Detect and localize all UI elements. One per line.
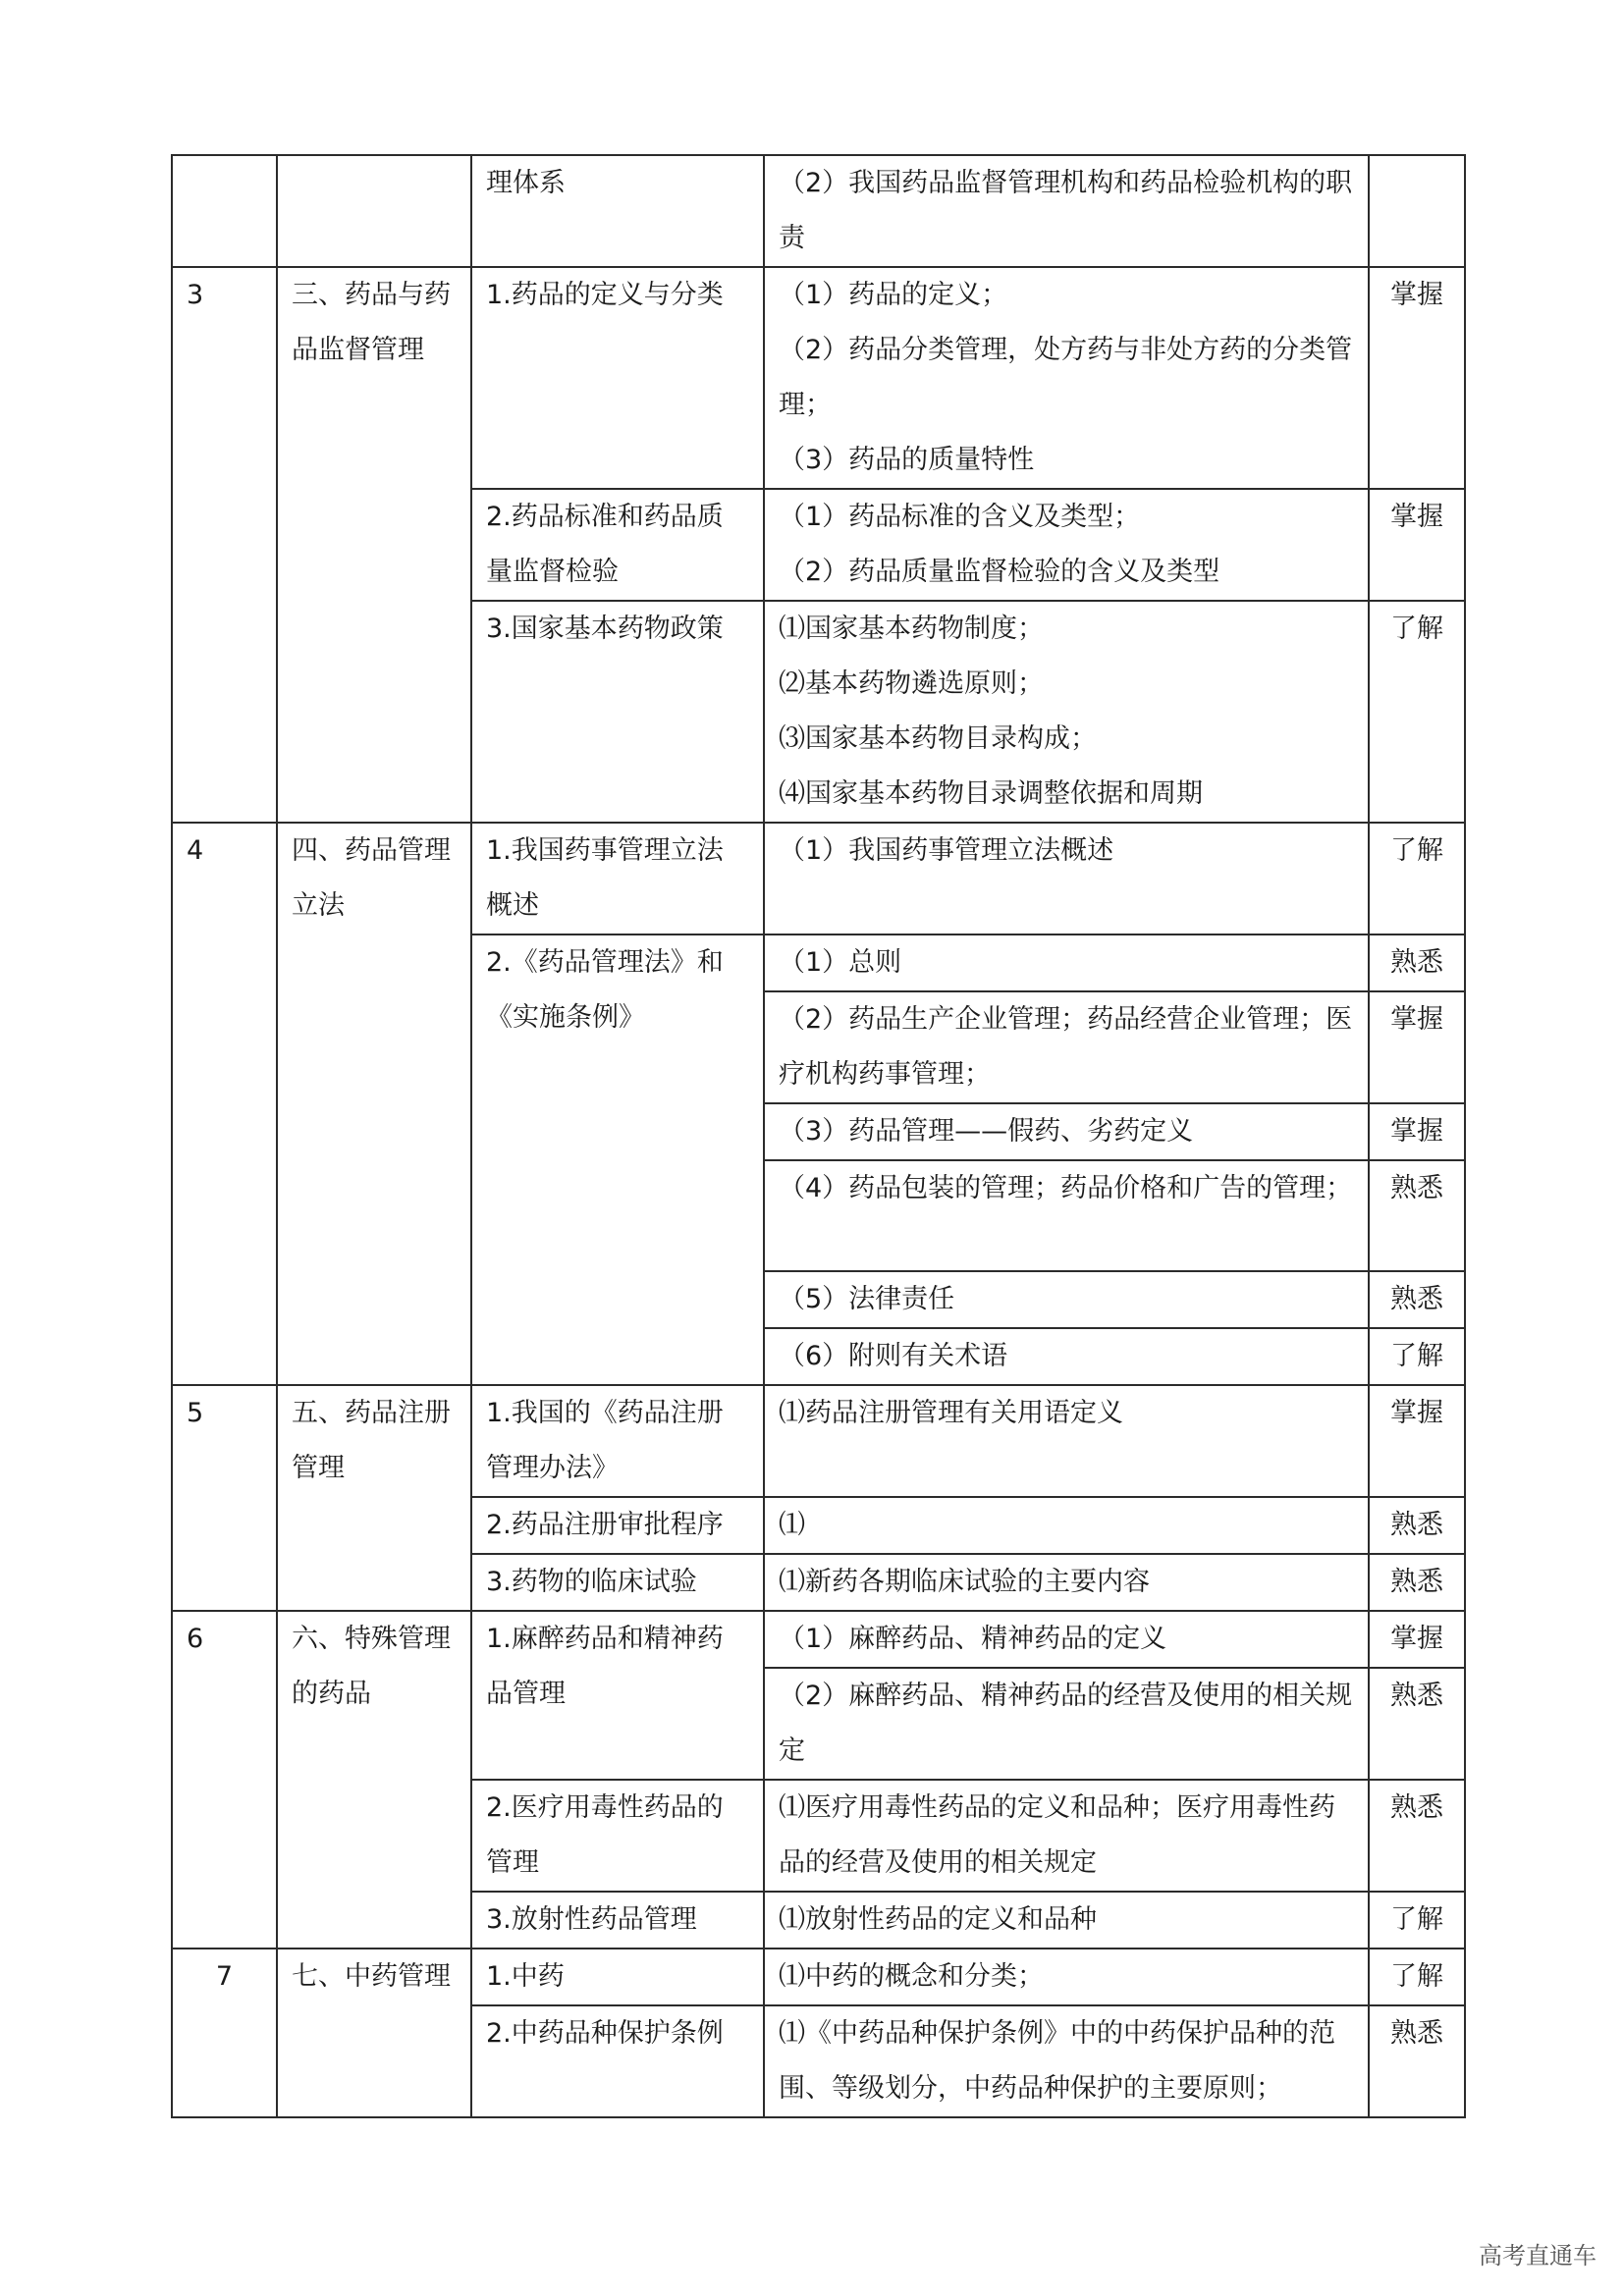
content-cell xyxy=(764,489,1369,601)
requirement-level: 熟悉 xyxy=(1369,2005,1465,2117)
content-line: （5）法律责任 xyxy=(779,1284,955,1314)
subunit-title: 1.我国药事管理立法概述 xyxy=(471,823,764,934)
subunit-title: 1.麻醉药品和精神药品管理 xyxy=(471,1611,764,1780)
content-line: （2）我国药品监督管理机构和药品检验机构的职责 xyxy=(779,168,1353,253)
table-row xyxy=(172,1611,1465,1668)
unit-number xyxy=(172,155,277,267)
content-cell xyxy=(764,1611,1369,1668)
content-cell xyxy=(764,601,1369,823)
content-line: （1）药品标准的含义及类型； xyxy=(779,502,1141,532)
content-cell xyxy=(764,1892,1369,1949)
content-line: （3）药品管理——假药、劣药定义 xyxy=(779,1116,1194,1147)
content-cell xyxy=(764,1385,1369,1497)
content-line: （2）麻醉药品、精神药品的经营及使用的相关规定 xyxy=(779,1681,1353,1766)
content-line: ⑶国家基本药物目录构成； xyxy=(779,723,1097,754)
content-cell xyxy=(764,267,1369,489)
requirement-level: 熟悉 xyxy=(1369,1554,1465,1611)
subunit-title: 1.我国的《药品注册管理办法》 xyxy=(471,1385,764,1497)
content-cell xyxy=(764,2005,1369,2117)
table-row xyxy=(172,1385,1465,1497)
content-cell xyxy=(764,1160,1369,1271)
content-line: ⑴药品注册管理有关用语定义 xyxy=(779,1398,1123,1428)
content-line: ⑷国家基本药物目录调整依据和周期 xyxy=(779,778,1203,809)
table-row xyxy=(172,155,1465,267)
requirement-level: 熟悉 xyxy=(1369,1271,1465,1328)
content-line: ⑴医疗用毒性药品的定义和品种；医疗用毒性药品的经营及使用的相关规定 xyxy=(779,1792,1335,1878)
requirement-level: 了解 xyxy=(1369,823,1465,934)
content-cell xyxy=(764,991,1369,1103)
unit-title: 五、药品注册管理 xyxy=(277,1385,471,1611)
subunit-title: 3.药物的临床试验 xyxy=(471,1554,764,1611)
requirement-level: 了解 xyxy=(1369,601,1465,823)
table-row xyxy=(172,823,1465,934)
requirement-level: 了解 xyxy=(1369,1892,1465,1949)
unit-title: 四、药品管理立法 xyxy=(277,823,471,1385)
content-line: ⑴中药的概念和分类； xyxy=(779,1961,1044,1992)
content-line: （1）药品的定义； xyxy=(779,280,1008,310)
requirement-level: 熟悉 xyxy=(1369,934,1465,991)
content-line: ⑴新药各期临床试验的主要内容 xyxy=(779,1567,1150,1597)
requirement-level: 了解 xyxy=(1369,1328,1465,1385)
table-row xyxy=(172,1949,1465,2005)
requirement-level: 熟悉 xyxy=(1369,1160,1465,1271)
syllabus-table xyxy=(171,154,1466,2118)
content-cell xyxy=(764,1328,1369,1385)
content-line: （4）药品包装的管理；药品价格和广告的管理； xyxy=(779,1173,1353,1203)
unit-number: 6 xyxy=(172,1611,277,1949)
subunit-title: 2.中药品种保护条例 xyxy=(471,2005,764,2117)
requirement-level: 掌握 xyxy=(1369,1385,1465,1497)
unit-number: 4 xyxy=(172,823,277,1385)
content-cell xyxy=(764,1780,1369,1892)
unit-title: 七、中药管理 xyxy=(277,1949,471,2117)
subunit-title: 3.国家基本药物政策 xyxy=(471,601,764,823)
content-cell xyxy=(764,1554,1369,1611)
content-cell xyxy=(764,1103,1369,1160)
content-line: （2）药品分类管理，处方药与非处方药的分类管理； xyxy=(779,335,1353,420)
requirement-level: 掌握 xyxy=(1369,991,1465,1103)
content-line: ⑴国家基本药物制度； xyxy=(779,614,1044,644)
content-line: （1）我国药事管理立法概述 xyxy=(779,835,1114,866)
table-row xyxy=(172,267,1465,489)
content-line: （1）麻醉药品、精神药品的定义 xyxy=(779,1624,1167,1654)
subunit-title: 1.药品的定义与分类 xyxy=(471,267,764,489)
requirement-level: 掌握 xyxy=(1369,1611,1465,1668)
content-line: ⑴ xyxy=(779,1510,805,1540)
requirement-level: 掌握 xyxy=(1369,1103,1465,1160)
content-line: （2）药品生产企业管理；药品经营企业管理；医疗机构药事管理； xyxy=(779,1004,1353,1090)
subunit-title: 2.药品注册审批程序 xyxy=(471,1497,764,1554)
content-cell xyxy=(764,1271,1369,1328)
content-cell xyxy=(764,934,1369,991)
subunit-title: 3.放射性药品管理 xyxy=(471,1892,764,1949)
content-line: ⑵基本药物遴选原则； xyxy=(779,668,1044,699)
content-line: （1）总则 xyxy=(779,947,902,978)
content-line: ⑴放射性药品的定义和品种 xyxy=(779,1904,1097,1935)
requirement-level: 掌握 xyxy=(1369,489,1465,601)
watermark-text: 高考直通车 xyxy=(1479,2242,1597,2269)
subunit-title: 理体系 xyxy=(471,155,764,267)
requirement-level: 熟悉 xyxy=(1369,1668,1465,1780)
subunit-title: 1.中药 xyxy=(471,1949,764,2005)
requirement-level: 熟悉 xyxy=(1369,1497,1465,1554)
content-line: （2）药品质量监督检验的含义及类型 xyxy=(779,557,1220,587)
requirement-level: 掌握 xyxy=(1369,267,1465,489)
requirement-level: 熟悉 xyxy=(1369,1780,1465,1892)
requirement-level: 了解 xyxy=(1369,1949,1465,2005)
subunit-title: 2.医疗用毒性药品的管理 xyxy=(471,1780,764,1892)
subunit-title: 2.药品标准和药品质量监督检验 xyxy=(471,489,764,601)
subunit-title: 2.《药品管理法》和《实施条例》 xyxy=(471,934,764,1385)
content-line: （3）药品的质量特性 xyxy=(779,445,1035,475)
content-cell xyxy=(764,155,1369,267)
content-cell xyxy=(764,1497,1369,1554)
requirement-level xyxy=(1369,155,1465,267)
content-cell xyxy=(764,1668,1369,1780)
unit-number: 5 xyxy=(172,1385,277,1611)
content-line: （6）附则有关术语 xyxy=(779,1341,1008,1371)
unit-title xyxy=(277,155,471,267)
unit-number: 3 xyxy=(172,267,277,823)
content-cell xyxy=(764,823,1369,934)
unit-title: 三、药品与药品监督管理 xyxy=(277,267,471,823)
content-cell xyxy=(764,1949,1369,2005)
unit-number: 7 xyxy=(172,1949,277,2117)
content-line: ⑴《中药品种保护条例》中的中药保护品种的范围、等级划分，中药品种保护的主要原则； xyxy=(779,2018,1335,2104)
unit-title: 六、特殊管理的药品 xyxy=(277,1611,471,1949)
